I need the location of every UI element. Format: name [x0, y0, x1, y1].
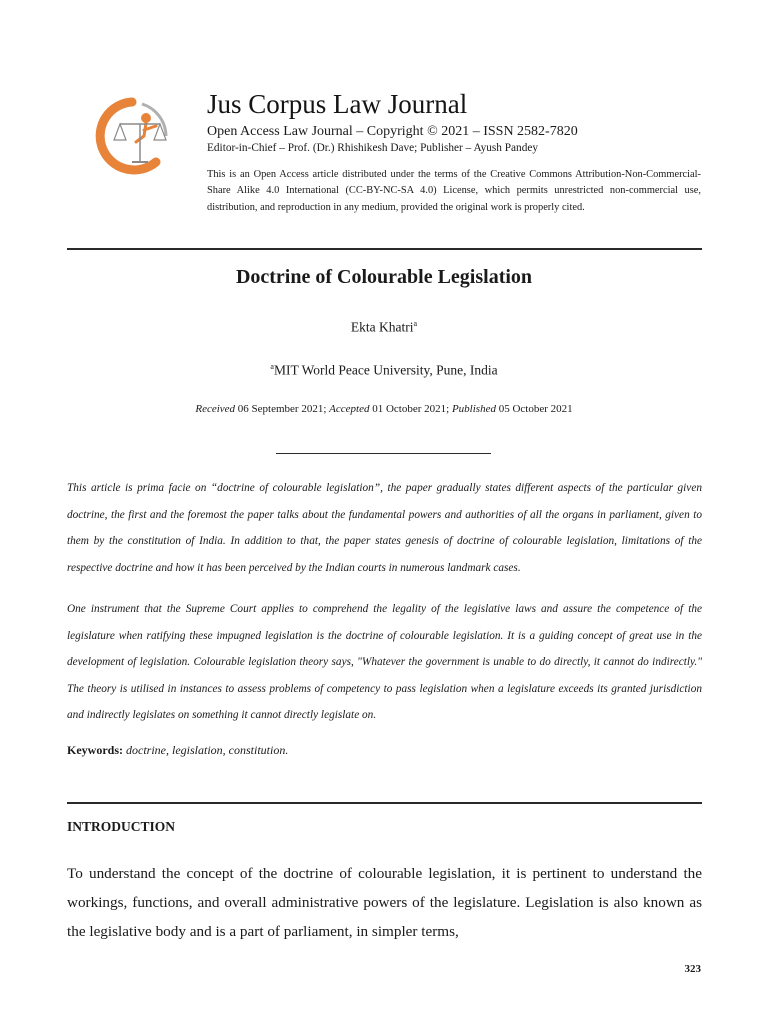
published-label: Published	[451, 403, 496, 415]
article-title: Doctrine of Colourable Legislation	[235, 266, 533, 288]
article-author	[0, 319, 768, 336]
page-number: 323	[684, 963, 701, 975]
header-divider	[67, 248, 702, 250]
accepted-date: 01 October 2021;	[369, 403, 452, 415]
affiliation-superscript: a	[270, 362, 274, 371]
article-affiliation	[0, 362, 768, 379]
section-divider	[67, 802, 702, 804]
body-paragraph: To understand the concept of the doctrine of colourable legislation, it is pertinent to understand the workings, functions, and overall administrative powers of the legislature. Legislation is also known as the legislative body and is a part of parliament, in simpler terms,	[67, 865, 702, 940]
keywords	[67, 743, 288, 758]
affiliation-text: MIT World Peace University, Pune, India	[273, 362, 498, 378]
abstract-paragraph-1: This article is prima facie on “doctrine of colourable legislation”, the paper gradually states different aspects of the particular given doctrine, the first and the foremost the paper talks about the fundamental powers and authorities of all the organs in parliament, given to them by the constitution of India. In addition to that, the paper states genesis of doctrine of colourable legislation, limitations of the respective doctrine and how it has been perceived by the Indian courts in numerous landmark cases.	[67, 482, 702, 574]
journal-title: Jus Corpus Law Journal	[207, 89, 468, 119]
journal-logo-icon	[84, 96, 180, 176]
keywords-values: doctrine, legislation, constitution.	[126, 743, 289, 757]
journal-editors: Editor-in-Chief – Prof. (Dr.) Rhishikesh Dave; Publisher – Ayush Pandey	[207, 142, 539, 154]
abstract-separator	[276, 453, 491, 454]
section-heading: INTRODUCTION	[67, 819, 176, 834]
author-superscript: a	[413, 319, 418, 328]
author-name: Ekta Khatri	[350, 319, 414, 335]
journal-subtitle: Open Access Law Journal – Copyright © 2021 – ISSN 2582-7820	[207, 124, 578, 139]
received-date: 06 September 2021;	[235, 403, 330, 415]
abstract-paragraph-2: One instrument that the Supreme Court applies to comprehend the legality of the legislative laws and assure the competence of the legislature when ratifying these impugned legislation is the doctrine of colourable legislation. It is a guiding concept of great use in the development of legislation. Colourable legislation theory says, "Whatever the government is unable to do directly, it cannot do indirectly." The theory is utilised in instances to assess problems of competency to pass legislation when a legislature exceeds its granted jurisdiction and indirectly legislates on something it cannot directly legislate on.	[67, 603, 702, 721]
license-notice: This is an Open Access article distributed under the terms of the Creative Commons Attribution-Non-Commercial-Share Alike 4.0 International (CC-BY-NC-SA 4.0) License, which permits unrestricted non-commercial use, distribution, and reproduction in any medium, provided the original work is properly cited.	[207, 169, 701, 213]
article-dates	[0, 403, 768, 415]
accepted-label: Accepted	[329, 403, 370, 415]
received-label: Received	[195, 403, 236, 415]
published-date: 05 October 2021	[495, 403, 573, 415]
keywords-label: Keywords:	[67, 743, 123, 757]
